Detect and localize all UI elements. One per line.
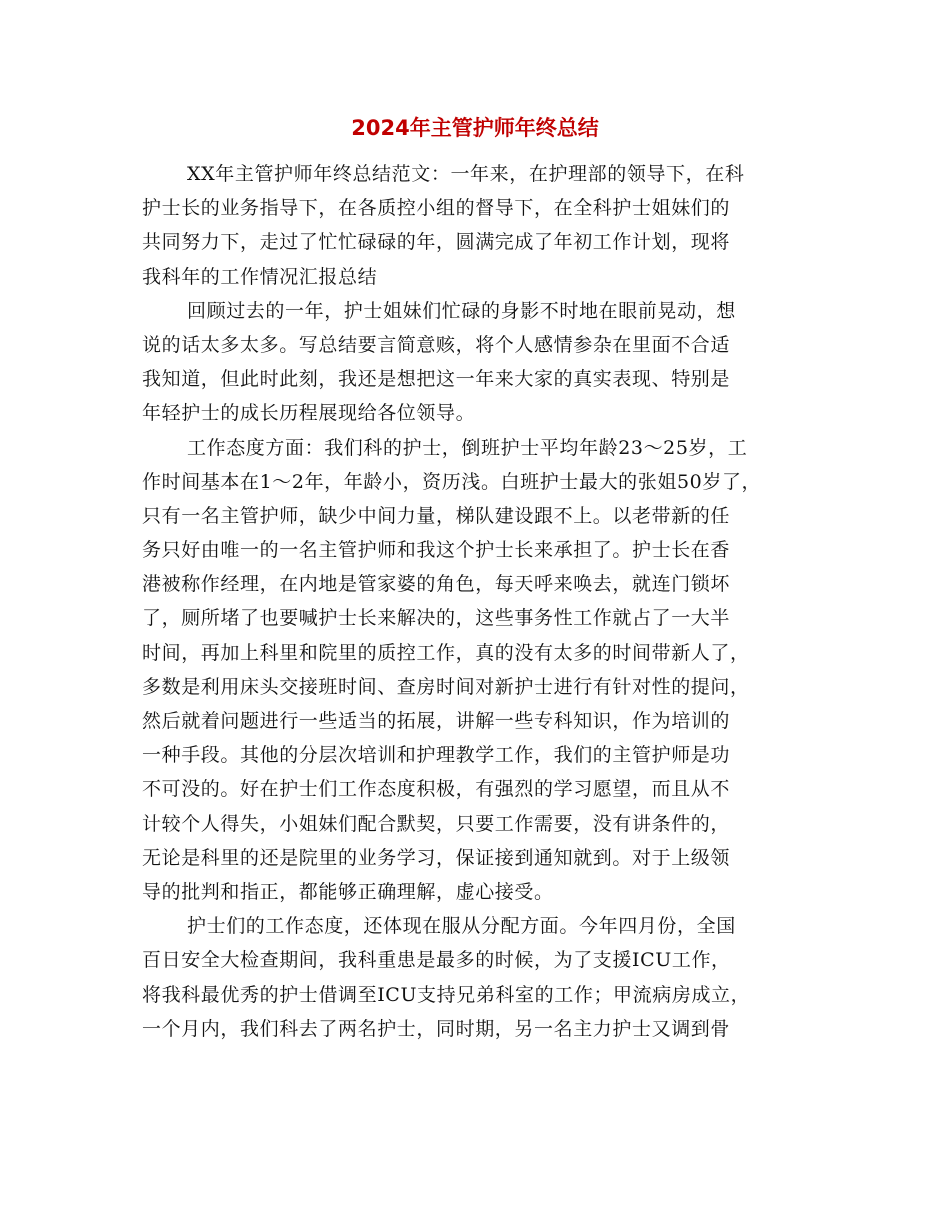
text-line: 护士们的工作态度，还体现在服从分配方面。今年四月份，全国 bbox=[187, 915, 736, 938]
text-line: 年轻护士的成长历程展现给各位领导。 bbox=[142, 402, 476, 425]
text-line: 计较个人得失，小姐妹们配合默契，只要工作需要，没有讲条件的， bbox=[142, 812, 731, 835]
text-line: 一个月内，我们科去了两名护士，同时期，另一名主力护士又调到骨 bbox=[142, 1017, 731, 1040]
text-line: 我知道，但此时此刻，我还是想把这一年来大家的真实表现、特别是 bbox=[142, 368, 731, 391]
document-title: 2024年主管护师年终总结 bbox=[351, 116, 599, 140]
text-line: 不可没的。好在护士们工作态度积极，有强烈的学习愿望，而且从不 bbox=[142, 778, 731, 801]
text-line: XX年主管护师年终总结范文：一年来，在护理部的领导下，在科 bbox=[187, 163, 745, 185]
text-line: 务只好由唯一的一名主管护师和我这个护士长来承担了。护士长在香 bbox=[142, 539, 731, 562]
text-line: 百日安全大检查期间，我科重患是最多的时候，为了支援ICU工作， bbox=[142, 949, 731, 972]
text-line: 一种手段。其他的分层次培训和护理教学工作，我们的主管护师是功 bbox=[142, 744, 731, 767]
text-line: 作时间基本在1～2年，年龄小，资历浅。白班护士最大的张姐50岁了， bbox=[142, 470, 762, 493]
text-line: 我科年的工作情况汇报总结 bbox=[142, 265, 378, 288]
text-line: 将我科最优秀的护士借调至ICU支持兄弟科室的工作；甲流病房成立， bbox=[142, 983, 751, 1006]
text-line: 无论是科里的还是院里的业务学习，保证接到通知就到。对于上级领 bbox=[142, 846, 731, 869]
text-line: 港被称作经理，在内地是管家婆的角色，每天呼来唤去，就连门锁坏 bbox=[142, 573, 731, 596]
text-line: 工作态度方面：我们科的护士，倒班护士平均年龄23～25岁，工 bbox=[187, 436, 748, 459]
text-line: 说的话太多太多。写总结要言简意赅，将个人感情参杂在里面不合适 bbox=[142, 333, 731, 356]
document-body bbox=[142, 157, 842, 1046]
text-line: 然后就着问题进行一些适当的拓展，讲解一些专科知识，作为培训的 bbox=[142, 710, 731, 732]
text-line: 护士长的业务指导下，在各质控小组的督导下，在全科护士姐妹们的 bbox=[142, 197, 731, 220]
text-line: 只有一名主管护师，缺少中间力量，梯队建设跟不上。以老带新的任 bbox=[142, 504, 731, 527]
text-line: 共同努力下，走过了忙忙碌碌的年，圆满完成了年初工作计划，现将 bbox=[142, 231, 731, 254]
text-line: 多数是利用床头交接班时间、查房时间对新护士进行有针对性的提问， bbox=[142, 675, 750, 698]
text-line: 了，厕所堵了也要喊护士长来解决的，这些事务性工作就占了一大半 bbox=[142, 607, 731, 630]
text-line: 时间，再加上科里和院里的质控工作，真的没有太多的时间带新人了， bbox=[142, 641, 750, 664]
text-line: 导的批判和指正，都能够正确理解，虚心接受。 bbox=[142, 880, 554, 903]
text-line: 回顾过去的一年，护士姐妹们忙碌的身影不时地在眼前晃动，想 bbox=[187, 299, 736, 322]
